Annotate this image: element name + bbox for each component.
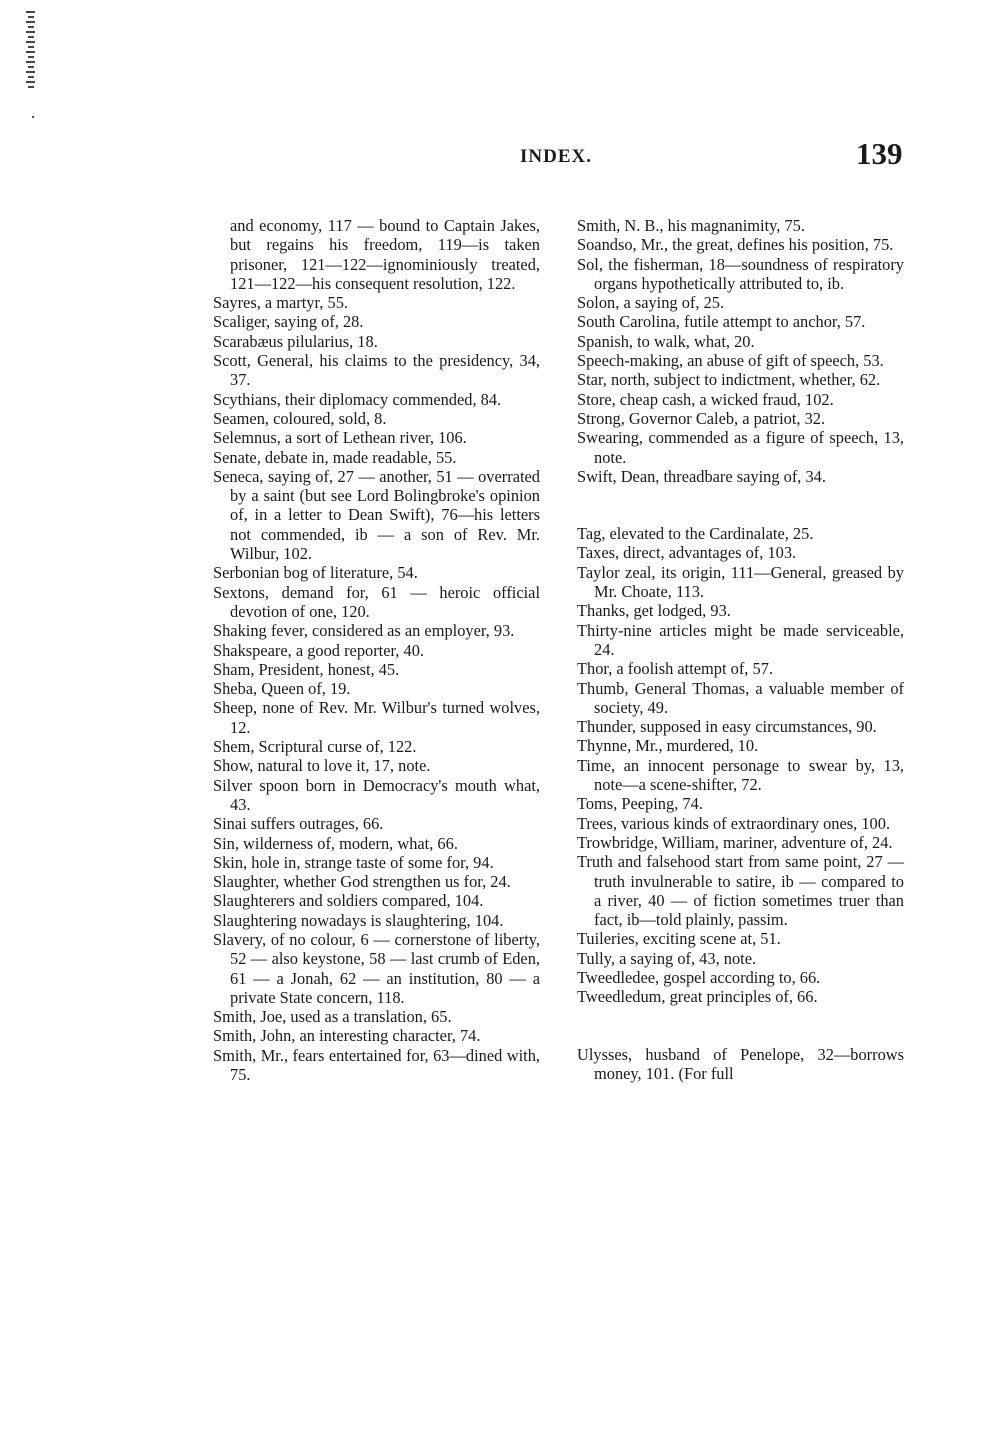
index-entry: Shakspeare, a good reporter, 40.	[213, 640, 424, 660]
index-entry: Serbonian bog of literature, 54.	[213, 563, 418, 583]
index-entry: Show, natural to love it, 17, note.	[213, 756, 431, 776]
index-entry: Taxes, direct, advantages of, 103.	[577, 543, 797, 563]
index-entry: Taylor zeal, its origin, 111—General, greased by Mr. Choate, 113.	[577, 562, 904, 602]
index-entry: Smith, N. B., his magnanimity, 75.	[577, 216, 805, 235]
index-entry: Sham, President, honest, 45.	[213, 659, 400, 679]
page-title: INDEX.	[520, 146, 592, 167]
index-section-s	[577, 216, 904, 486]
index-entry: Sextons, demand for, 61 — heroic official devotion of one, 120.	[213, 582, 540, 621]
index-entry: Spanish, to walk, what, 20.	[577, 331, 755, 351]
running-head	[0, 0, 1000, 190]
index-entry: Truth and falsehood start from same point, 27 — truth invulnerable to satire, ib — compared to a river, 40 — of fiction sometimes truer than fact, ib—told plainly, passim.	[577, 852, 904, 930]
index-entry: Trowbridge, William, mariner, adventure of, 24.	[577, 832, 893, 852]
index-entry: Shaking fever, considered as an employer, 93.	[213, 621, 515, 641]
index-entry: Swift, Dean, threadbare saying of, 34.	[577, 466, 826, 486]
index-entry: Swearing, commended as a figure of speech, 13, note.	[577, 428, 904, 467]
index-entry: Thirty-nine articles might be made serviceable, 24.	[577, 620, 904, 659]
index-entry: Sheba, Queen of, 19.	[213, 679, 351, 699]
index-entry: Tag, elevated to the Cardinalate, 25.	[577, 524, 814, 544]
index-entry: Seamen, coloured, sold, 8.	[213, 408, 387, 428]
index-entry: Thynne, Mr., murdered, 10.	[577, 736, 759, 756]
index-section-t	[577, 524, 904, 1006]
index-entry: Scott, General, his claims to the presidency, 34, 37.	[213, 351, 540, 390]
index-entry: Speech-making, an abuse of gift of speech, 53.	[577, 351, 884, 371]
index-entry: Sin, wilderness of, modern, what, 66.	[213, 833, 458, 853]
index-entry: Ulysses, husband of Penelope, 32—borrows money, 101. (For full	[577, 1044, 904, 1083]
page-number: 139	[856, 136, 903, 171]
index-entry: Scythians, their diplomacy commended, 84.	[213, 389, 502, 409]
index-entry: Thumb, General Thomas, a valuable member of society, 49.	[577, 678, 904, 717]
index-entry: Scaliger, saying of, 28.	[213, 312, 364, 332]
index-entry: Scarabæus pilularius, 18.	[213, 331, 378, 351]
index-section-u	[577, 1045, 904, 1084]
index-entry: Sheep, none of Rev. Mr. Wilbur's turned wolves, 12.	[213, 698, 540, 737]
index-entry: Skin, hole in, strange taste of some for, 94.	[213, 852, 494, 872]
index-column-right	[577, 216, 904, 1083]
index-entry: Slaughtering nowadays is slaughtering, 104.	[213, 910, 504, 930]
index-entry: Toms, Peeping, 74.	[577, 794, 703, 814]
index-entry: Star, north, subject to indictment, whether, 62.	[577, 370, 881, 390]
index-entry: Slaughter, whether God strengthen us for, 24.	[213, 872, 511, 892]
index-entry: Thor, a foolish attempt of, 57.	[577, 659, 773, 679]
index-entry: and economy, 117 — bound to Captain Jakes, but regains his freedom, 119—is taken prisoner, 121—122—ignominiously treated, 121—122—his consequent resolution, 122.	[230, 216, 540, 293]
index-column-left	[213, 216, 540, 1084]
index-entry: Sayres, a martyr, 55.	[213, 293, 348, 313]
index-entry: Time, an innocent personage to swear by, 13, note—a scene-shifter, 72.	[577, 755, 904, 795]
index-entry: Sinai suffers outrages, 66.	[213, 814, 384, 834]
index-entry: Senate, debate in, made readable, 55.	[213, 447, 457, 467]
index-entry: Thunder, supposed in easy circumstances, 90.	[577, 717, 877, 737]
index-entry: Smith, Joe, used as a translation, 65.	[213, 1007, 452, 1027]
index-entry: Smith, John, an interesting character, 74.	[213, 1026, 481, 1046]
index-entry: Shem, Scriptural curse of, 122.	[213, 737, 417, 757]
index-entry: Silver spoon born in Democracy's mouth what, 43.	[213, 775, 540, 814]
index-entry: Tully, a saying of, 43, note.	[577, 948, 757, 968]
index-entry: Trees, various kinds of extraordinary ones, 100.	[577, 813, 891, 833]
index-entry: Strong, Governor Caleb, a patriot, 32.	[577, 408, 826, 428]
section-gap	[577, 486, 904, 524]
index-entry: Soandso, Mr., the great, defines his position, 75.	[577, 235, 894, 255]
index-entry: Slavery, of no colour, 6 — cornerstone of liberty, 52 — also keystone, 58 — last crumb of Eden, 61 — a Jonah, 62 — an institution, 80 — a private State concern, 118.	[213, 929, 540, 1007]
index-entry: Selemnus, a sort of Lethean river, 106.	[213, 428, 467, 448]
index-entry: Tuileries, exciting scene at, 51.	[577, 929, 781, 949]
index-entry: Thanks, get lodged, 93.	[577, 601, 731, 621]
index-entry: Solon, a saying of, 25.	[577, 293, 725, 313]
index-entry: Smith, Mr., fears entertained for, 63—dined with, 75.	[213, 1045, 540, 1085]
index-entry: South Carolina, futile attempt to anchor, 57.	[577, 312, 866, 332]
index-entry: Tweedledum, great principles of, 66.	[577, 987, 818, 1007]
index-entry: Slaughterers and soldiers compared, 104.	[213, 891, 484, 911]
index-entry: Seneca, saying of, 27 — another, 51 — overrated by a saint (but see Lord Bolingbroke's opinion of, in a letter to Dean Swift), 76—his letters not commended, ib — a son of Rev. Mr. Wilbur, 102.	[213, 466, 540, 564]
section-gap	[577, 1007, 904, 1045]
index-entry: Sol, the fisherman, 18—soundness of respiratory organs hypothetically attributed to, ib.	[577, 254, 904, 293]
index-entry: Tweedledee, gospel according to, 66.	[577, 967, 821, 987]
index-entry: Store, cheap cash, a wicked fraud, 102.	[577, 389, 834, 409]
